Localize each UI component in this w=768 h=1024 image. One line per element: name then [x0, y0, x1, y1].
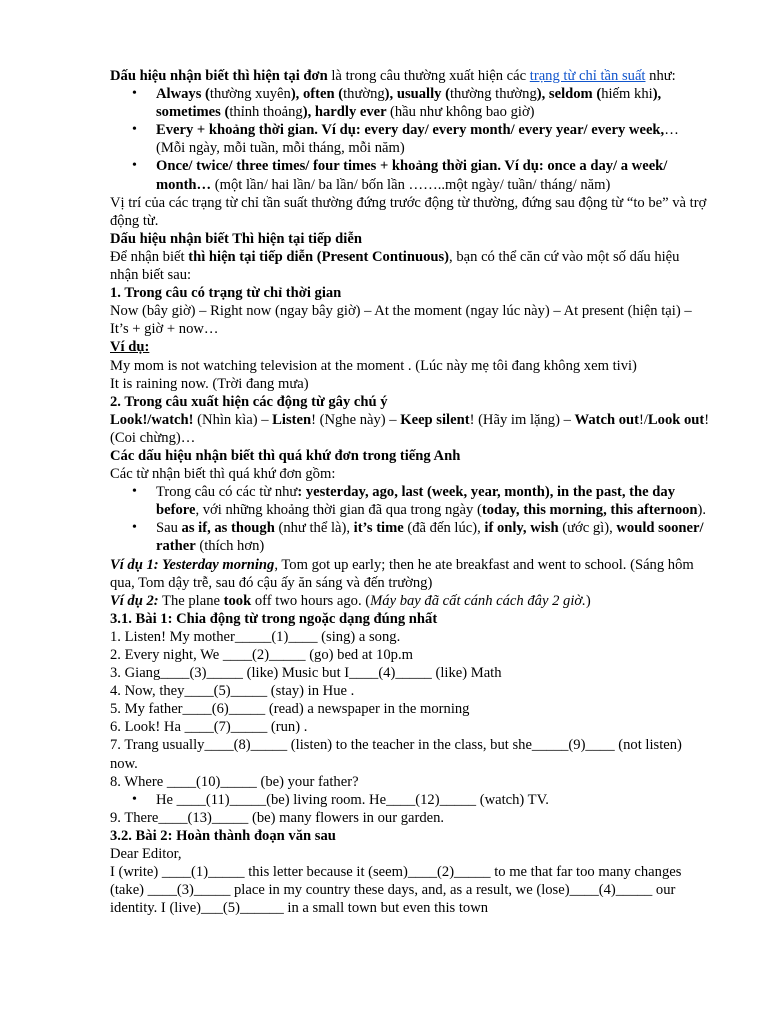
- exercise-1-item-8: 8. Where ____(10)_____ (be) your father?: [110, 773, 359, 790]
- example-sentence-1: My mom is not watching television at the moment . (Lúc này mẹ tôi đang không xem tivi): [110, 357, 637, 374]
- text-run: if only, wish: [484, 520, 559, 537]
- text-run: , bạn có thể căn cứ vào một số dấu hiệu nhận biết sau:: [110, 248, 680, 284]
- past-simple-list: [110, 483, 710, 555]
- text-run: Keep silent: [400, 411, 470, 428]
- text-run: Every + khoảng thời gian. Ví dụ: every day/ every month/ every year/ every week,: [156, 122, 665, 139]
- text-run: ), sometimes (: [156, 86, 662, 121]
- exercise-1-item-4: 4. Now, they____(5)_____ (stay) in Hue .: [110, 683, 355, 700]
- example-label: Ví dụ:: [110, 339, 150, 356]
- exercise-1-item-7: 7. Trang usually____(8)_____ (listen) to the teacher in the class, but she_____(9)____ (not listen) now.: [110, 737, 682, 772]
- exercise-1-item-1: 1. Listen! My mother_____(1)____ (sing) a song.: [110, 628, 401, 645]
- present-continuous-heading: Dấu hiệu nhận biết Thì hiện tại tiếp diễn: [110, 230, 362, 247]
- text-run: : yesterday, ago, last (week, year, month), in the past, the day before: [156, 484, 675, 519]
- text-run: ! (Hãy im lặng) –: [469, 411, 575, 428]
- text-run: as if, as though: [181, 520, 275, 537]
- text-run: ), often (: [290, 86, 344, 103]
- text-run: … (Mỗi ngày, mỗi tuần, mỗi tháng, mỗi năm): [156, 122, 679, 157]
- text-run: thường xuyên: [209, 86, 291, 103]
- exercise-1-sublist: [110, 791, 710, 809]
- text-run: , với những khoảng thời gian đã qua trong ngày (: [195, 502, 482, 519]
- text-run: thì hiện tại tiếp diễn (Present Continuous): [188, 248, 450, 265]
- text-run: Sau: [156, 520, 182, 537]
- past-simple-intro: Các từ nhận biết thì quá khứ đơn gồm:: [110, 466, 336, 483]
- text-run: ! (Nghe này) –: [311, 411, 401, 428]
- text-run: Look!/watch!: [110, 411, 194, 428]
- time-adverb-text: Now (bây giờ) – Right now (ngay bây giờ) – At the moment (ngay lúc này) – At present (hiện tại) – It’s + giờ + now…: [110, 303, 692, 338]
- text-run: , Tom got up early; then he ate breakfast and went to school. (Sáng hôm qua, Tom dậy trễ, sau đó cậu ấy ăn sáng và đến trường): [110, 556, 694, 591]
- text-run: Always (: [156, 86, 210, 103]
- frequency-adverbs-link[interactable]: trạng từ chỉ tần suất: [529, 68, 646, 84]
- text-run: Trong câu có các từ như: [156, 484, 298, 501]
- exercise-1-heading: 3.1. Bài 1: Chia động từ trong ngoặc dạng đúng nhất: [110, 610, 438, 627]
- bullet-past-conjunctions: [156, 519, 710, 555]
- attention-verbs-text: [110, 411, 710, 447]
- text-run: (đã đến lúc),: [403, 520, 485, 537]
- intro-text-end: như:: [645, 68, 676, 84]
- text-run: Watch out: [574, 411, 639, 428]
- text-run: it’s time: [353, 520, 404, 537]
- text-run: took: [223, 592, 252, 609]
- exercise-1-item-3: 3. Giang____(3)_____ (like) Music but I____(4)_____ (like) Math: [110, 665, 502, 682]
- text-run: (ước gì),: [558, 520, 617, 537]
- text-run: Ví dụ 1: Yesterday morning: [110, 556, 275, 573]
- text-run: Once/ twice/ three times/ four times + khoảng thời gian. Ví dụ: once a day/ a week/ month…: [156, 158, 668, 193]
- text-run: hiếm khi: [601, 86, 653, 103]
- time-adverb-heading: 1. Trong câu có trạng từ chỉ thời gian: [110, 285, 342, 302]
- exercise-2-heading: 3.2. Bài 2: Hoàn thành đoạn văn sau: [110, 827, 336, 844]
- text-run: Look out: [647, 411, 705, 428]
- exercise-1-item-2: 2. Every night, We ____(2)_____ (go) bed at 10p.m: [110, 647, 413, 663]
- text-run: Để nhận biết: [110, 248, 189, 265]
- intro-text: là trong câu thường xuất hiện các: [327, 68, 530, 84]
- text-run: (Nhìn kìa) –: [193, 411, 273, 428]
- text-run: Máy bay đã cất cánh cách đây 2 giờ.: [370, 592, 586, 609]
- letter-body: I (write) ____(1)_____ this letter because it (seem)____(2)_____ to me that far too many changes (take) ____(3)_____ place in my country these days, and, as a result, we (lose)____(4)_____ our identity. I (live)___(5)______ in a small town but even this town: [110, 864, 682, 917]
- present-simple-heading: Dấu hiệu nhận biết thì hiện tại đơn: [110, 68, 328, 84]
- text-run: ), seldom (: [536, 86, 602, 103]
- text-run: thường: [343, 86, 385, 103]
- attention-verbs-heading: 2. Trong câu xuất hiện các động từ gây chú ý: [110, 393, 388, 410]
- present-simple-intro: [110, 67, 710, 85]
- text-run: The plane: [158, 592, 224, 609]
- text-run: would sooner/ rather: [156, 520, 704, 555]
- bullet-frequency-adverbs: [156, 85, 710, 121]
- text-run: Listen: [272, 411, 312, 428]
- text-run: today, this morning, this afternoon: [481, 502, 698, 519]
- exercise-1-item-5: 5. My father____(6)_____ (read) a newspaper in the morning: [110, 701, 470, 718]
- exercise-1-item-9: 9. There____(13)_____ (be) many flowers in our garden.: [110, 809, 445, 826]
- present-continuous-intro: [110, 248, 710, 284]
- text-run: (hầu như không bao giờ): [390, 104, 535, 121]
- bullet-once-twice: [156, 157, 710, 193]
- exercise-1-item-8b: • He ____(11)_____(be) living room. He____(12)_____ (watch) TV.: [156, 791, 710, 809]
- text-run: !/: [639, 411, 648, 428]
- text-run: ): [585, 592, 591, 609]
- example-sentence-2: It is raining now. (Trời đang mưa): [110, 375, 309, 392]
- text-run: (một lần/ hai lần/ ba lần/ bốn lần ……..một ngày/ tuần/ tháng/ năm): [211, 176, 611, 193]
- frequency-list: [110, 85, 710, 194]
- document-page: [110, 67, 710, 917]
- text-run: (thích hơn): [195, 538, 265, 555]
- past-simple-heading: Các dấu hiệu nhận biết thì quá khứ đơn trong tiếng Anh: [110, 447, 461, 464]
- past-example-2: [110, 592, 710, 610]
- bullet-past-time-words: [156, 483, 710, 519]
- text-run: ).: [697, 502, 707, 519]
- exercise-1-item-6: 6. Look! Ha ____(7)_____ (run) .: [110, 719, 308, 736]
- text-run: ! (Coi chừng)…: [110, 411, 710, 446]
- text-run: Ví dụ 2:: [110, 592, 159, 609]
- text-run: off two hours ago. (: [251, 592, 371, 609]
- bullet-every-time: [156, 121, 710, 157]
- text-run: ), usually (: [384, 86, 450, 103]
- letter-salutation: Dear Editor,: [110, 846, 182, 863]
- text-run: thường thường: [449, 86, 537, 103]
- text-run: thỉnh thoảng: [229, 104, 303, 121]
- text-run: ), hardly ever: [302, 104, 391, 121]
- past-example-1: [110, 556, 710, 592]
- text-run: (như thể là),: [274, 520, 354, 537]
- position-note: Vị trí của các trạng từ chỉ tần suất thường đứng trước động từ thường, đứng sau động từ “to be” và trợ động từ.: [110, 194, 707, 229]
